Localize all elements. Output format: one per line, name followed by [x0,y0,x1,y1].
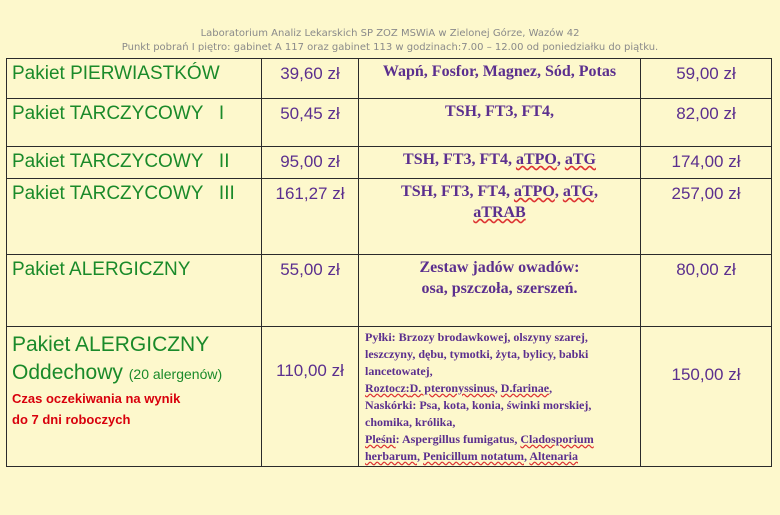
lab-header-line1: Laboratorium Analiz Lekarskich SP ZOZ MSWiA w Zielonej Górze, Wazów 42 [200,28,580,39]
package-tests: Zestaw jadów owadów: osa, pszczoła, szerszeń. [419,259,580,297]
package-total: 80,00 zł [676,260,736,279]
package-price: 50,45 zł [280,104,340,123]
package-price: 39,60 zł [280,64,340,83]
price-table [6,58,772,467]
package-name: Pakiet PIERWIASTKÓW [12,63,220,84]
package-total: 257,00 zł [671,184,741,203]
table-row [7,255,772,327]
package-tests: TSH, FT3, FT4, aTPO, aTG, aTRAB [401,183,598,221]
package-price: 95,00 zł [280,152,340,171]
package-total: 150,00 zł [671,365,741,384]
table-row [7,99,772,147]
table-row [7,179,772,255]
lab-header-line2: Punkt pobrań I piętro: gabinet A 117 oraz gabinet 113 w godzinach:7.00 – 12.00 od poniedziałku do piątku. [121,42,659,53]
package-total: 174,00 zł [671,152,741,171]
package-tests: TSH, FT3, FT4, [445,103,554,120]
package-name: Pakiet ALERGICZNY [12,259,191,280]
package-tests: Wapń, Fosfor, Magnez, Sód, Potas [382,63,617,80]
package-total: 59,00 zł [676,64,736,83]
package-name: Pakiet TARCZYCOWY I [12,103,225,124]
table-row [7,147,772,179]
package-name: Pakiet TARCZYCOWY II [12,151,230,172]
package-name: Pakiet TARCZYCOWY III [12,183,235,204]
package-name: Pakiet ALERGICZNY Oddechowy (20 alergenów) [12,333,223,384]
package-tests: Pyłki: Brzozy brodawkowej, olszyny szarej, leszczyny, dębu, tymotki, żyta, bylicy, babki lancetowatej, Roztocz:D. pteronyssinus, D.farinae, Naskórki: Psa, kota, konia, świnki morskiej, chomika, królika, Pleśni: Aspergillus fumigatus, Cladosporium herbarum, Penicillum notatum, Altenaria [365,330,594,463]
package-price: 161,27 zł [275,184,345,203]
table-row [7,59,772,99]
package-price: 110,00 zł [276,361,344,380]
package-total: 82,00 zł [676,104,736,123]
package-price: 55,00 zł [280,260,340,279]
table-row [7,327,772,467]
wait-time-note: Czas oczekiwania na wynik do 7 dni roboczych [12,391,181,427]
package-tests: TSH, FT3, FT4, aTPO, aTG [403,151,596,168]
lab-header [0,27,780,55]
